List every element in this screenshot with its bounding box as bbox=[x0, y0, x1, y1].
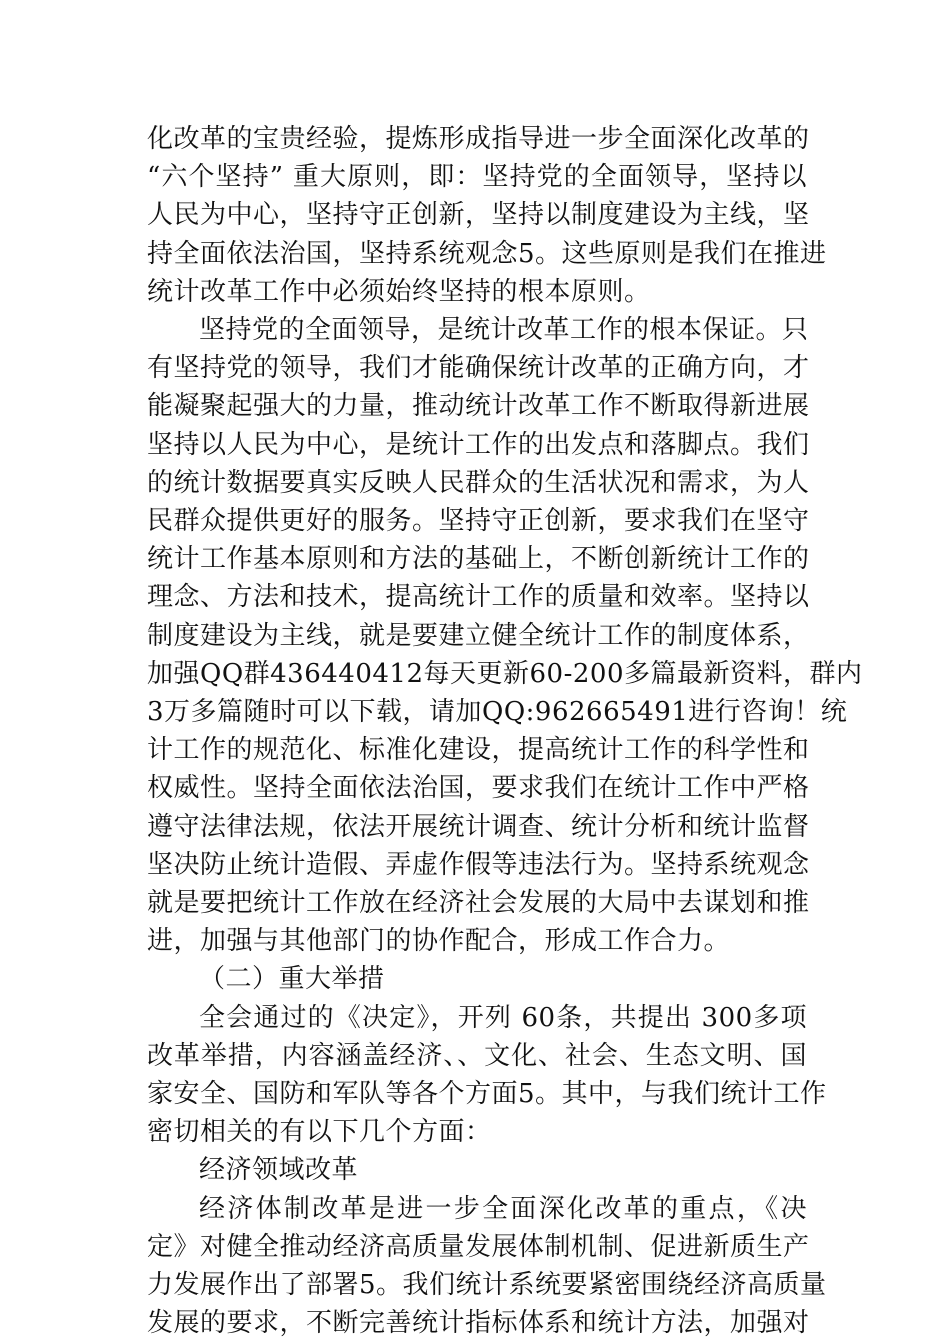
text-line: 家安全、国防和军队等各个方面5。其中，与我们统计工作 bbox=[147, 1079, 827, 1109]
text-line: 发展的要求，不断完善统计指标体系和统计方法，加强对 bbox=[147, 1308, 810, 1339]
text-line: 统计工作基本原则和方法的基础上，不断创新统计工作的 bbox=[147, 544, 810, 575]
text-line: 的统计数据要真实反映人民群众的生活状况和需求，为人 bbox=[147, 467, 810, 498]
text-line: 遵守法律法规，依法开展统计调查、统计分析和统计监督 bbox=[147, 811, 810, 842]
text-line: 改革举措，内容涵盖经济、、文化、社会、生态文明、国 bbox=[147, 1040, 807, 1071]
text-line: 计工作的规范化、标准化建设，提高统计工作的科学性和 bbox=[147, 735, 810, 766]
text-line: 定》对健全推动经济高质量发展体制机制、促进新质生产 bbox=[147, 1231, 810, 1262]
text-line: 持全面依法治国，坚持系统观念5。这些原则是我们在推进 bbox=[147, 238, 827, 269]
section-heading: （二）重大举措 bbox=[199, 964, 385, 995]
text-line: 人民为中心，坚持守正创新，坚持以制度建设为主线，坚 bbox=[147, 200, 810, 231]
text-line: 坚持党的全面领导，是统计改革工作的根本保证。只 bbox=[199, 315, 809, 345]
text-line: 全会通过的《决定》，开列 60条，共提出 300多项 bbox=[199, 1002, 807, 1033]
text-line: 密切相关的有以下几个方面： bbox=[147, 1117, 492, 1148]
text-line: 加强QQ群436440412每天更新60-200多篇最新资料，群内 bbox=[147, 658, 863, 689]
text-line: 权威性。坚持全面依法治国，要求我们在统计工作中严格 bbox=[147, 773, 810, 804]
text-line: 能凝聚起强大的力量，推动统计改革工作不断取得新进展 bbox=[147, 391, 810, 422]
text-line: “六个坚持” 重大原则，即：坚持党的全面领导，坚持以 bbox=[147, 162, 807, 193]
text-line: 统计改革工作中必须始终坚持的根本原则。 bbox=[147, 276, 651, 307]
text-line: 制度建设为主线，就是要建立健全统计工作的制度体系， bbox=[147, 620, 810, 651]
text-line: 就是要把统计工作放在经济社会发展的大局中去谋划和推 bbox=[147, 888, 810, 918]
text-line: 理念、方法和技术，提高统计工作的质量和效率。坚持以 bbox=[147, 582, 810, 613]
text-line: 进，加强与其他部门的协作配合，形成工作合力。 bbox=[147, 926, 731, 957]
text-line: 坚持以人民为中心，是统计工作的出发点和落脚点。我们 bbox=[147, 429, 810, 460]
section-heading: 经济领域改革 bbox=[199, 1155, 359, 1186]
text-line: 坚决防止统计造假、弄虚作假等违法行为。坚持系统观念 bbox=[147, 849, 810, 880]
text-line: 力发展作出了部署5。我们统计系统要紧密围绕经济高质量 bbox=[147, 1270, 827, 1300]
text-line: 3万多篇随时可以下载，请加QQ:962665491进行咨询！统 bbox=[147, 697, 848, 727]
text-line: 化改革的宝贵经验，提炼形成指导进一步全面深化改革的 bbox=[147, 124, 810, 154]
text-line: 民群众提供更好的服务。坚持守正创新，要求我们在坚守 bbox=[147, 506, 810, 536]
text-line: 经济体制改革是进一步全面深化改革的重点，《决 bbox=[199, 1193, 807, 1224]
text-line: 有坚持党的领导，我们才能确保统计改革的正确方向，才 bbox=[147, 353, 810, 384]
